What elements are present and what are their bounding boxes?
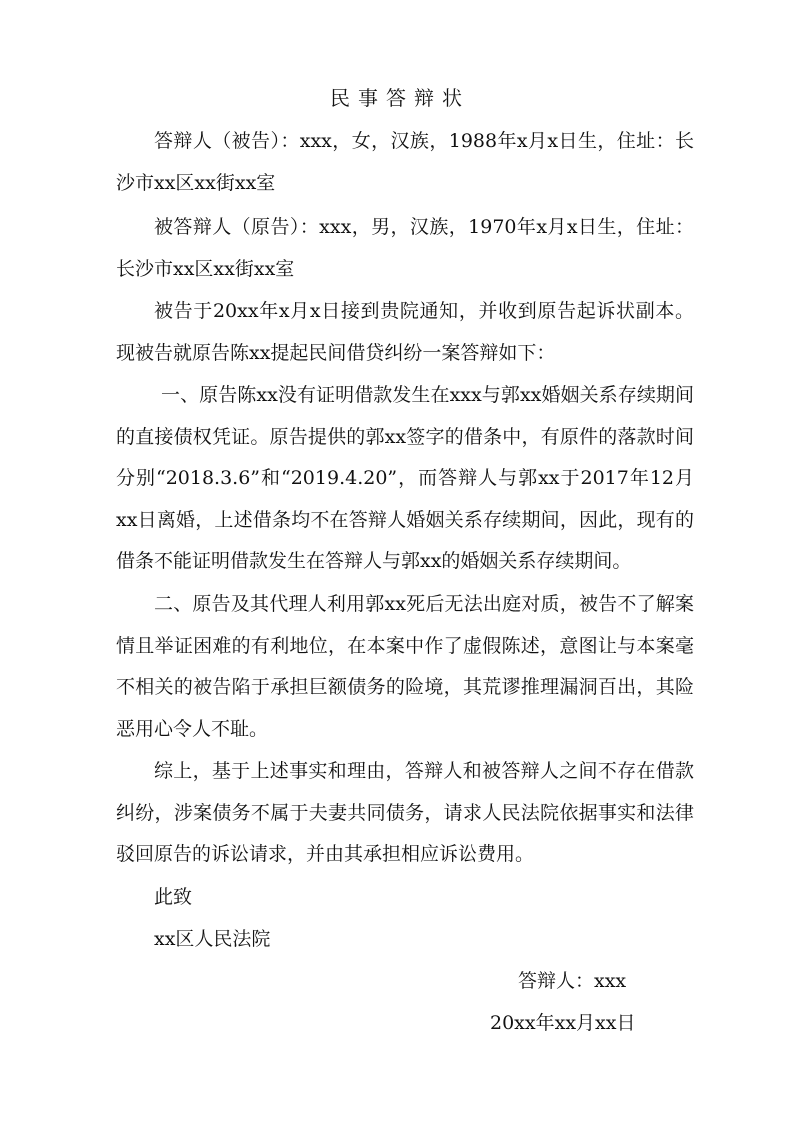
defendant-info-paragraph: 答辩人（被告）：xxx，女，汉族，1988年x月x日生，住址：长沙市xx区xx街xx室	[116, 130, 694, 194]
conclusion-paragraph: 综上，基于上述事实和理由，答辩人和被答辩人之间不存在借款纠纷，涉案债务不属于夫妻共同债务，请求人民法院依据事实和法律驳回原告的诉讼请求，并由其承担相应诉讼费用。	[116, 760, 694, 865]
plaintiff-info-paragraph: 被答辩人（原告）：xxx，男，汉族，1970年x月x日生，住址：长沙市xx区xx街xx室	[116, 216, 694, 280]
intro-paragraph: 被告于20xx年x月x日接到贵院通知，并收到原告起诉状副本。现被告就原告陈xx提起民间借贷纠纷一案答辩如下：	[116, 300, 694, 364]
court-name: xx区人民法院	[154, 928, 271, 950]
document-date: 20xx年xx月xx日	[490, 1012, 636, 1034]
argument-two-paragraph: 二、原告及其代理人利用郭xx死后无法出庭对质，被告不了解案情且举证困难的有利地位，在本案中作了虚假陈述，意图让与本案毫不相关的被告陷于承担巨额债务的险境，其荒谬推理漏洞百出，其险恶用心令人不耻。	[116, 593, 694, 740]
salutation: 此致	[154, 886, 193, 908]
argument-one-paragraph: 一、原告陈xx没有证明借款发生在xxx与郭xx婚姻关系存续期间的直接债权凭证。原告提供的郭xx签字的借条中，有原件的落款时间分别“2018.3.6”和“2019.4.20”，而答辩人与郭xx于2017年12月xx日离婚，上述借条均不在答辩人婚姻关系存续期间，因此，现有的借条不能证明借款发生在答辩人与郭xx的婚姻关系存续期间。	[116, 384, 694, 572]
signer: 答辩人：xxx	[518, 970, 627, 992]
document-title: 民事答辩状	[330, 86, 470, 110]
